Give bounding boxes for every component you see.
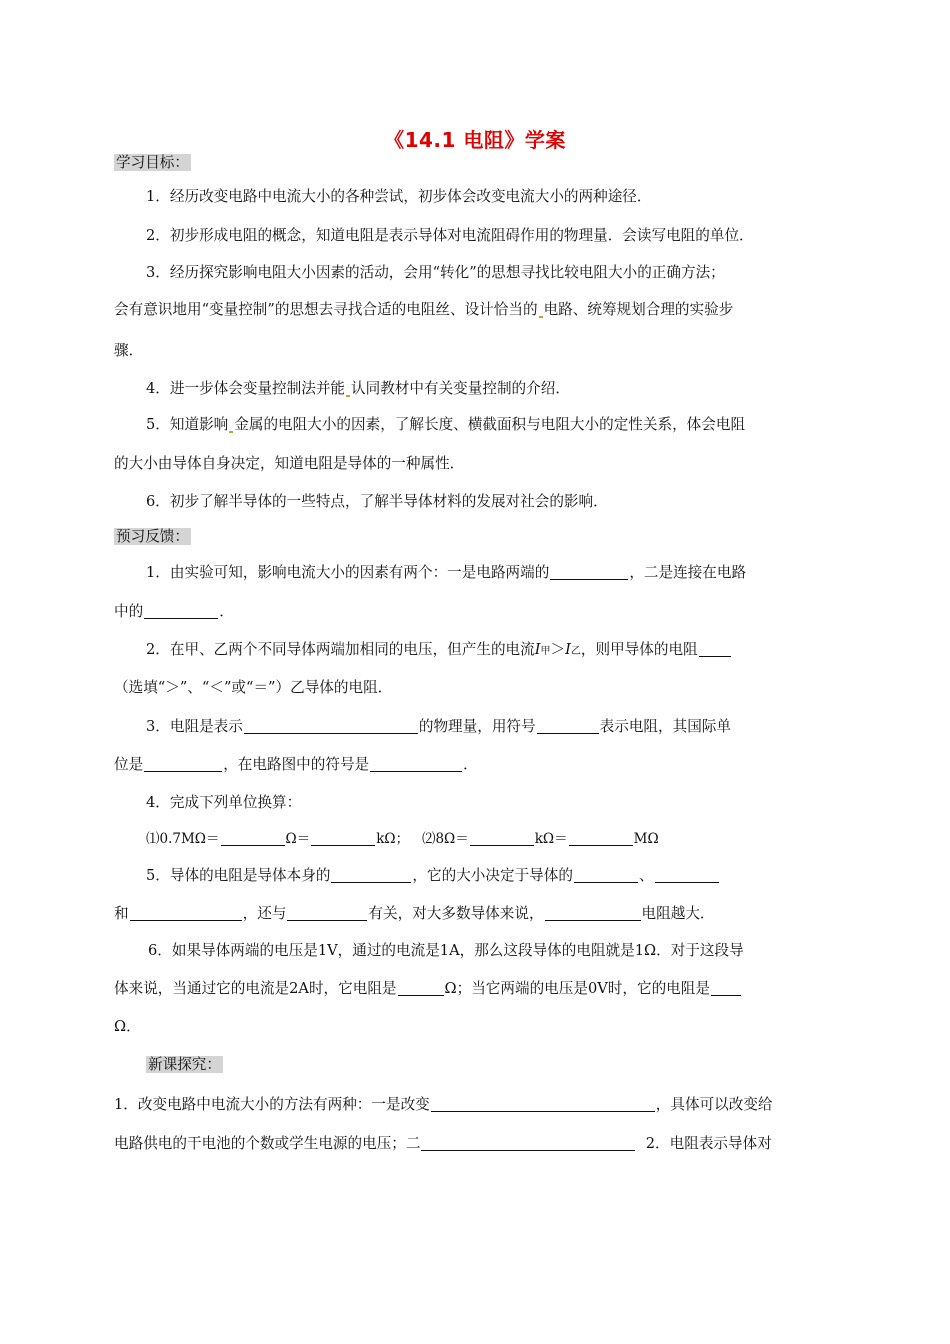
preview-heading: 预习反馈： (116, 528, 189, 545)
answer-blank[interactable] (545, 904, 641, 921)
objective-5-continued: 的大小由导体自身决定，知道电阻是导体的一种属性． (114, 455, 465, 472)
answer-blank[interactable] (398, 979, 444, 996)
question-text: 5．导体的电阻是导体本身的 (146, 867, 331, 884)
objectives-heading-line (114, 152, 191, 174)
objective-3-continued (114, 299, 733, 321)
objective-5-text-b: 金属的电阻大小的因素，了解长度、横截面积与电阻大小的定性关系，体会电阻 (234, 416, 746, 433)
question-text: 、 (638, 867, 654, 884)
answer-blank[interactable] (421, 1134, 635, 1151)
preview-question-1 (146, 562, 746, 584)
answer-blank[interactable] (699, 640, 731, 657)
answer-blank[interactable] (221, 829, 285, 846)
objective-3: 3．经历探究影响电阻大小因素的活动，会用“转化”的思想寻找比较电阻大小的正确方法； (146, 264, 725, 281)
question-text: 1．改变电路中电流大小的方法有两种：一是改变 (114, 1096, 430, 1113)
current-symbol: I (565, 641, 571, 658)
question-text: 的物理量，用符号 (418, 718, 536, 735)
question-text: 体来说，当通过它的电流是2A时，它电阻是 (114, 980, 397, 997)
objective-4-text-b: 认同教材中有关变量控制的介绍． (351, 380, 570, 397)
objective-1: 1．经历改变电路中电流大小的各种尝试，初步体会改变电流大小的两种途径． (146, 188, 652, 205)
objective-5 (146, 414, 745, 436)
objective-4-text-a: 4．进一步体会变量控制法并能 (146, 380, 346, 397)
answer-blank[interactable] (144, 755, 222, 772)
conversion-text: ⑵8Ω＝ (421, 831, 469, 847)
objective-6: 6．初步了解半导体的一些特点，了解半导体材料的发展对社会的影响． (146, 493, 608, 510)
current-symbol: I (534, 641, 541, 658)
answer-blank[interactable] (470, 829, 534, 846)
answer-blank[interactable] (655, 866, 719, 883)
question-text: ，具体可以改变给 (655, 1096, 773, 1113)
preview-question-6-end: Ω． (114, 1018, 141, 1035)
objective-3-end: 骤． (114, 342, 144, 359)
question-text: 表示电阻，其国际单 (599, 718, 731, 735)
question-text: 有关，对大多数导体来说， (368, 905, 544, 922)
subscript-jia: 甲 (540, 646, 551, 657)
explore-heading: 新课探究： (148, 1056, 221, 1073)
answer-blank[interactable] (244, 717, 418, 734)
answer-blank[interactable] (431, 1095, 655, 1112)
preview-question-6-continued (114, 978, 742, 1000)
objective-3-text-b: 电路、统筹规划合理的实验步 (543, 301, 734, 318)
question-text: 2．在甲、乙两个不同导体两端加相同的电压，但产生的电流 (146, 641, 535, 658)
objective-4 (146, 378, 570, 400)
question-text: 位是 (114, 756, 144, 773)
answer-blank[interactable] (287, 904, 367, 921)
objective-2: 2．初步形成电阻的概念，知道电阻是表示导体对电流阻碍作用的物理量．会读写电阻的单位． (146, 227, 754, 244)
question-text: ，还与 (242, 905, 287, 922)
question-text: ，二是连接在电路 (629, 564, 747, 581)
preview-question-3-continued (114, 754, 478, 776)
greater-than: ＞ (550, 641, 566, 658)
conversion-text: kΩ； (376, 831, 410, 847)
answer-blank[interactable] (537, 717, 599, 734)
answer-blank[interactable] (370, 755, 462, 772)
ink-mark (539, 316, 543, 318)
question-text: Ω；当它两端的电压是0V时，它的电阻是 (444, 980, 710, 997)
ink-mark (346, 395, 350, 397)
preview-heading-line (114, 526, 191, 548)
preview-question-4: 4．完成下列单位换算： (146, 794, 302, 811)
preview-question-5-continued (114, 903, 715, 925)
answer-blank[interactable] (550, 563, 628, 580)
answer-blank[interactable] (711, 979, 741, 996)
answer-blank[interactable] (569, 829, 633, 846)
answer-blank[interactable] (130, 904, 242, 921)
answer-blank[interactable] (144, 602, 218, 619)
conversion-text: kΩ＝ (534, 831, 568, 847)
question-text: 2．电阻表示导体对 (645, 1135, 772, 1152)
answer-blank[interactable] (331, 866, 411, 883)
question-text: 3．电阻是表示 (146, 718, 243, 735)
answer-blank[interactable] (311, 829, 375, 846)
preview-question-5 (146, 865, 720, 887)
objectives-heading: 学习目标： (116, 154, 189, 171)
question-text: 1．由实验可知，影响电流大小的因素有两个：一是电路两端的 (146, 564, 550, 581)
preview-question-1-continued (114, 601, 234, 623)
preview-question-6: 6．如果导体两端的电压是1V，通过的电流是1A，那么这段导体的电阻就是1Ω．对于这段导 (148, 942, 744, 959)
question-text: 电路供电的干电池的个数或学生电源的电压；二 (114, 1135, 421, 1152)
conversion-text: Ω＝ (285, 831, 311, 847)
preview-question-4-conversions (146, 828, 659, 850)
question-text: ，则甲导体的电阻 (580, 641, 698, 658)
preview-question-2 (146, 639, 732, 663)
question-text: ． (463, 756, 478, 773)
question-text: 电阻越大． (641, 905, 715, 922)
preview-question-3 (146, 716, 731, 738)
subscript-yi: 乙 (570, 646, 581, 657)
explore-question-1-continued (114, 1133, 772, 1155)
answer-blank[interactable] (574, 866, 638, 883)
objective-5-text-a: 5．知道影响 (146, 416, 229, 433)
question-text: ，在电路图中的符号是 (223, 756, 370, 773)
conversion-text: MΩ (633, 831, 659, 847)
objective-3-text-a: 会有意识地用“变量控制”的思想去寻找合适的电阻丝、设计恰当的 (114, 301, 538, 318)
ink-mark (229, 431, 233, 433)
document-title: 《14.1 电阻》学案 (384, 128, 566, 152)
question-text: 和 (114, 905, 129, 922)
conversion-text: ⑴0.7MΩ＝ (146, 831, 220, 847)
question-text: ，它的大小决定于导体的 (412, 867, 573, 884)
question-text: ． (219, 603, 234, 620)
explore-heading-line (146, 1054, 223, 1076)
preview-question-2-continued: （选填“＞”、“＜”或“＝”）乙导体的电阻． (114, 679, 393, 696)
question-text: 中的 (114, 603, 144, 620)
explore-question-1 (114, 1094, 773, 1116)
